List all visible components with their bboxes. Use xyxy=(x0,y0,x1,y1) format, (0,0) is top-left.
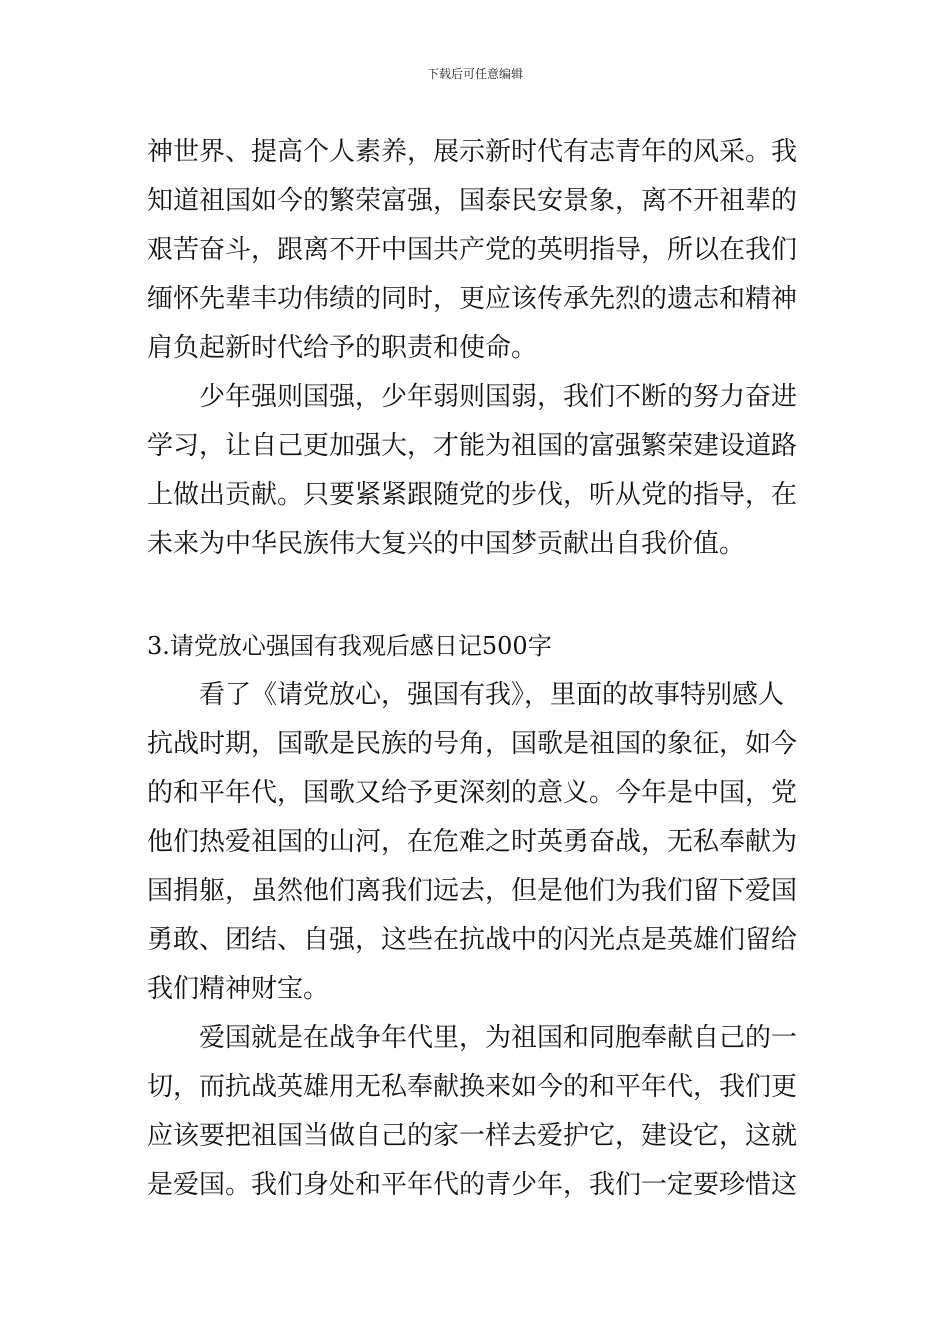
text-line: 看了《请党放心，强国有我》，里面的故事特别感人 xyxy=(199,680,785,710)
text-line: 缅怀先辈丰功伟绩的同时，更应该传承先烈的遗志和精神 xyxy=(147,284,798,314)
paragraph-1 xyxy=(147,128,807,373)
paragraph-3 xyxy=(147,671,807,1014)
text-line: 我们精神财宝。 xyxy=(147,974,330,1004)
text-line: 少年强则国强，少年弱则国弱，我们不断的努力奋进 xyxy=(199,382,798,412)
text-line: 是爱国。我们身处和平年代的青少年，我们一定要珍惜这 xyxy=(147,1170,798,1200)
section-heading: 3.请党放心强国有我观后感日记500字 xyxy=(147,632,552,660)
text-line: 肩负起新时代给予的职责和使命。 xyxy=(147,333,538,363)
text-line: 爱国就是在战争年代里，为祖国和同胞奉献自己的一 xyxy=(199,1023,798,1053)
text-line: 勇敢、团结、自强，这些在抗战中的闪光点是英雄们留给 xyxy=(147,925,798,955)
text-line: 上做出贡献。只要紧紧跟随党的步伐，听从党的指导，在 xyxy=(147,480,798,510)
text-line: 他们热爱祖国的山河，在危难之时英勇奋战，无私奉献为 xyxy=(147,827,798,857)
paragraph-4 xyxy=(147,1014,807,1210)
text-line: 艰苦奋斗，跟离不开中国共产党的英明指导，所以在我们 xyxy=(147,235,798,265)
text-line: 未来为中华民族伟大复兴的中国梦贡献出自我价值。 xyxy=(147,529,746,559)
text-line: 学习，让自己更加强大，才能为祖国的富强繁荣建设道路 xyxy=(147,431,798,461)
text-line: 知道祖国如今的繁荣富强，国泰民安景象，离不开祖辈的 xyxy=(147,186,798,216)
paragraph-2 xyxy=(147,373,807,569)
text-line: 抗战时期，国歌是民族的号角，国歌是祖国的象征，如今 xyxy=(147,729,798,759)
text-line: 切，而抗战英雄用无私奉献换来如今的和平年代，我们更 xyxy=(147,1072,798,1102)
text-line: 国捐躯，虽然他们离我们远去，但是他们为我们留下爱国 xyxy=(147,876,798,906)
text-line: 的和平年代，国歌又给予更深刻的意义。今年是中国，党 xyxy=(147,778,798,808)
text-line: 神世界、提高个人素养，展示新时代有志青年的风采。我 xyxy=(147,137,798,167)
text-line: 应该要把祖国当做自己的家一样去爱护它，建设它，这就 xyxy=(147,1121,798,1151)
page-header: 下载后可任意编辑 xyxy=(426,67,523,81)
document-body xyxy=(147,128,807,1210)
section-spacer xyxy=(147,569,807,622)
